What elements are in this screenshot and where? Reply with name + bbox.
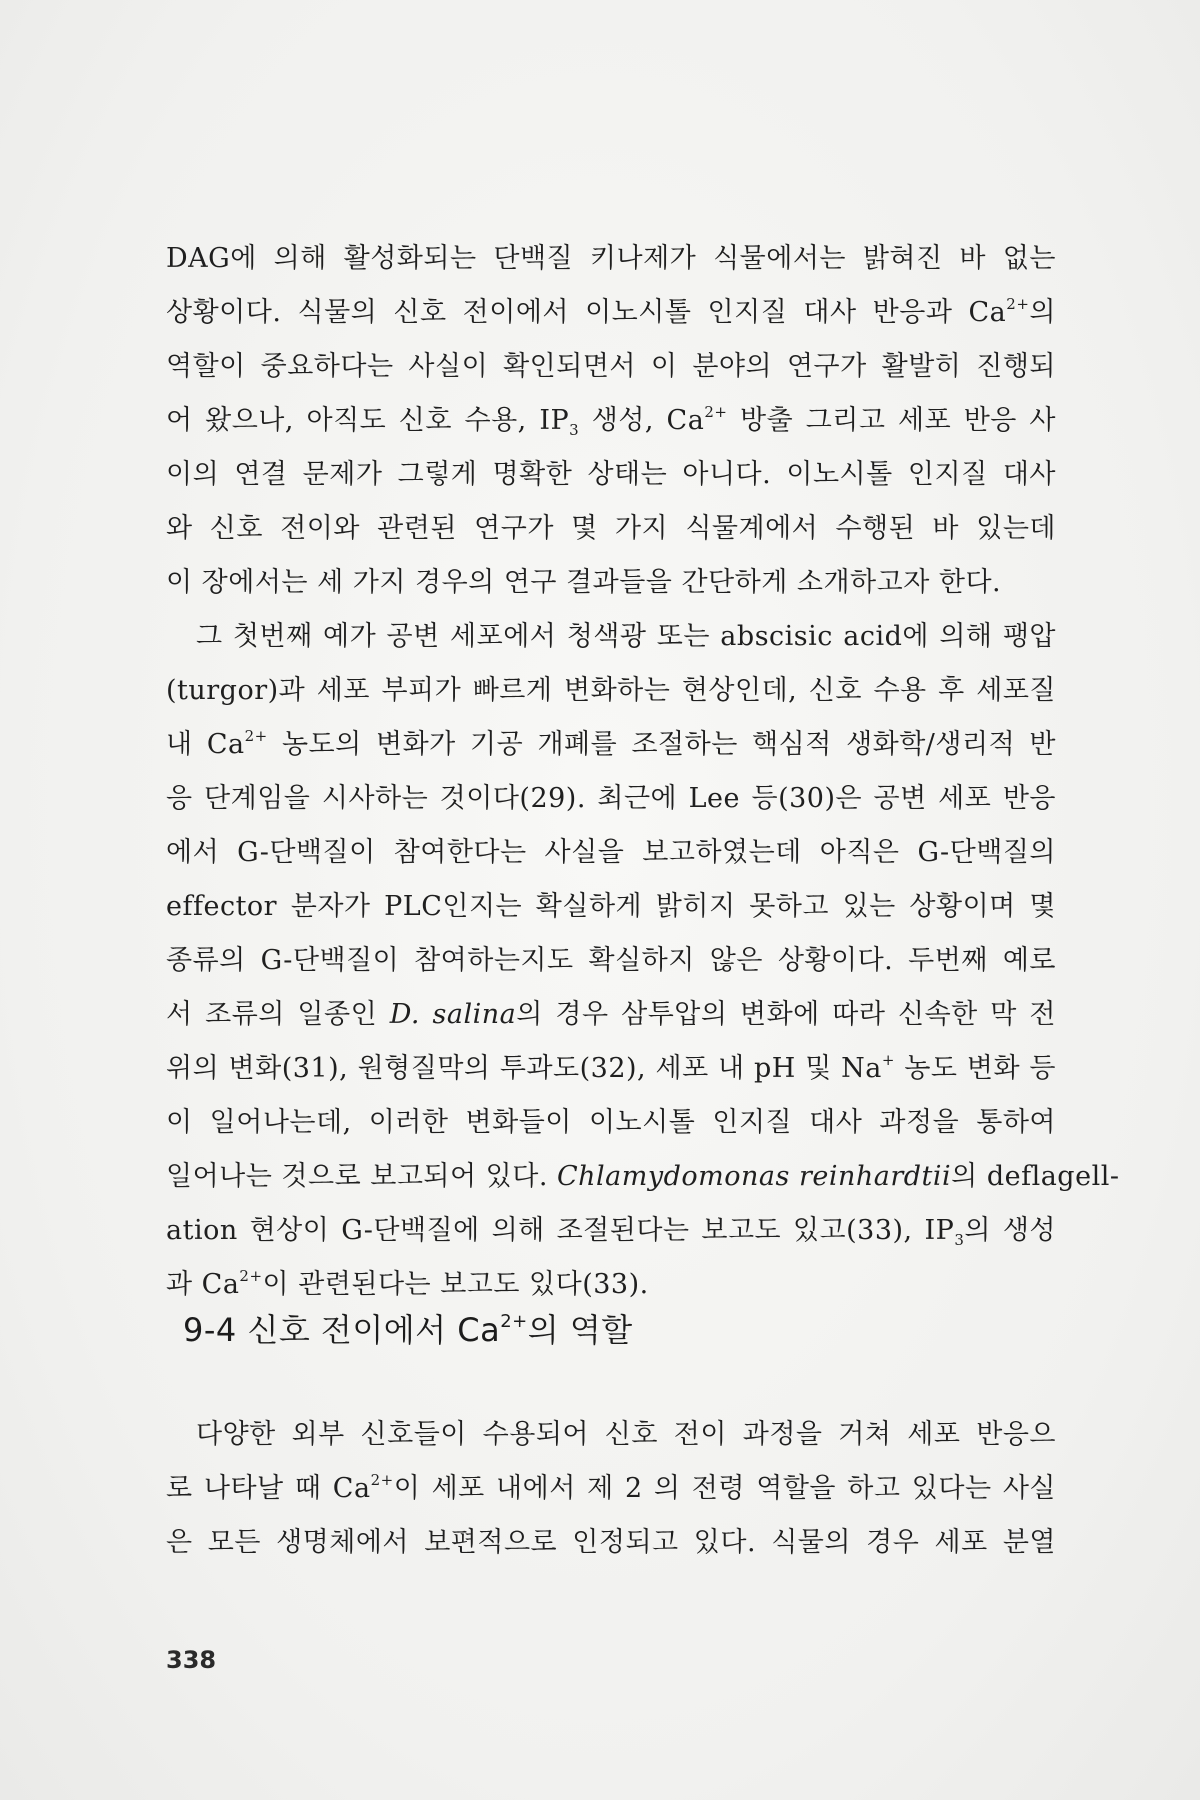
- text-line: 와 신호 전이와 관련된 연구가 몇 가지 식물계에서 수행된 바 있는데: [166, 513, 1056, 544]
- text-line: 로 나타날 때 $Ca^{2+}$이 세포 내에서 제 2 의 전령 역할을 하고 있다는 사실: [166, 1471, 1056, 1504]
- text-line: DAG에 의해 활성화되는 단백질 키나제가 식물에서는 밝혀진 바 없는: [166, 243, 1056, 274]
- text-line: 이 일어나는데, 이러한 변화들이 이노시톨 인지질 대사 과정을 통하여: [166, 1107, 1056, 1138]
- text-line: 이 장에서는 세 가지 경우의 연구 결과들을 간단하게 소개하고자 한다.: [166, 567, 1002, 598]
- text-line: 어 왔으나, 아직도 신호 수용, $IP_3$ 생성, $Ca^{2+}$ 방출 그리고 세포 반응 사: [166, 403, 1057, 439]
- text-line: 이의 연결 문제가 그렇게 명확한 상태는 아니다. 이노시톨 인지질 대사: [166, 459, 1056, 490]
- text-line: effector 분자가 PLC인지는 확실하게 밝히지 못하고 있는 상황이며 몇: [166, 891, 1056, 922]
- text-line: 응 단계임을 시사하는 것이다(29). 최근에 Lee 등(30)은 공변 세포 반응: [166, 783, 1056, 814]
- text-line: 역할이 중요하다는 사실이 확인되면서 이 분야의 연구가 활발히 진행되: [166, 351, 1056, 382]
- text-line: 그 첫번째 예가 공변 세포에서 청색광 또는 abscisic acid에 의해 팽압: [196, 621, 1056, 652]
- text-line: 종류의 G-단백질이 참여하는지도 확실하지 않은 상황이다. 두번째 예로: [166, 945, 1056, 976]
- text-line: ation 현상이 G-단백질에 의해 조절된다는 보고도 있고(33), $IP_3$의 생성: [166, 1215, 1056, 1249]
- text-line: 서 조류의 일종인 D. salina의 경우 삼투압의 변화에 따라 신속한 막 전: [166, 999, 1056, 1030]
- text-line: 은 모든 생명체에서 보편적으로 인정되고 있다. 식물의 경우 세포 분열: [166, 1527, 1056, 1558]
- body-text: [166, 1408, 1056, 1570]
- text-line: 상황이다. 식물의 신호 전이에서 이노시톨 인지질 대사 반응과 $Ca^{2+}$의: [166, 295, 1056, 328]
- text-line: 위의 변화(31), 원형질막의 투과도(32), 세포 내 pH 및 Na+ 농도 변화 등: [166, 1051, 1056, 1084]
- page-number: 338: [166, 1646, 217, 1674]
- text-line: 에서 G-단백질이 참여한다는 사실을 보고하였는데 아직은 G-단백질의: [166, 837, 1056, 868]
- text-line: 내 $Ca^{2+}$ 농도의 변화가 기공 개폐를 조절하는 핵심적 생화학/생리적 반: [166, 727, 1056, 760]
- section-heading: 9-4 신호 전이에서 $Ca^{2+}$의 역할: [183, 1311, 633, 1349]
- text-line: 다양한 외부 신호들이 수용되어 신호 전이 과정을 거쳐 세포 반응으: [196, 1419, 1056, 1450]
- body-text: [166, 232, 1120, 1312]
- text-line: 일어나는 것으로 보고되어 있다. Chlamydomonas reinhardtii의 deflagell-: [166, 1161, 1120, 1192]
- text-line: (turgor)과 세포 부피가 빠르게 변화하는 현상인데, 신호 수용 후 세포질: [166, 675, 1056, 706]
- text-line: 과 $Ca^{2+}$이 관련된다는 보고도 있다(33).: [166, 1267, 649, 1300]
